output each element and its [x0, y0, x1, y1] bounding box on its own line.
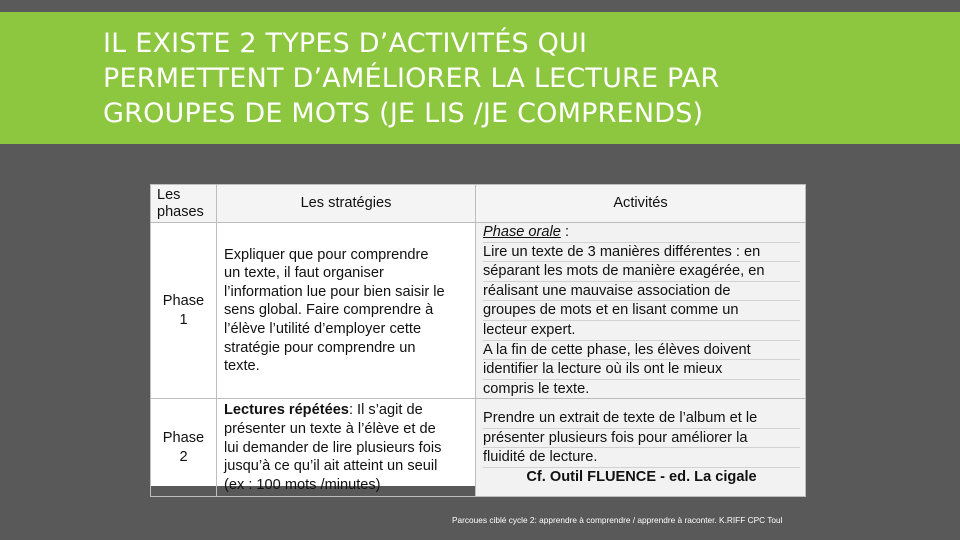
slide-title	[103, 26, 943, 131]
phase-label: Phase	[162, 293, 205, 310]
activity-line: Prendre un extrait de texte de l’album et le	[483, 409, 800, 429]
strategy-line: l’élève l’utilité d’employer cette	[224, 320, 422, 337]
phase-cell	[151, 223, 217, 399]
activity-heading: Phase orale	[483, 224, 561, 240]
strategy-line: stratégie pour comprendre un	[224, 339, 416, 356]
activity-heading-line	[483, 223, 800, 243]
strategy-cell	[217, 223, 476, 399]
activity-line: Lire un texte de 3 manières différentes : en	[483, 243, 800, 263]
table-header-row	[151, 185, 806, 223]
activity-heading-suffix: :	[560, 224, 569, 240]
activity-line: A la fin de cette phase, les élèves doivent	[483, 341, 800, 361]
activity-line: identifier la lecture où ils ont le mieux	[483, 360, 800, 380]
strategy-line: sens global. Faire comprendre à	[224, 302, 434, 319]
strategy-keyword: Lectures répétées	[224, 402, 349, 419]
phase-label: Phase	[162, 430, 205, 447]
activity-cell	[476, 399, 806, 497]
activity-reference: Cf. Outil FLUENCE - ed. La cigale	[526, 468, 757, 485]
title-line: PERMETTENT D’AMÉLIORER LA LECTURE PAR	[103, 63, 720, 94]
phase-number: 2	[179, 448, 188, 465]
phase-cell	[151, 399, 217, 497]
activity-line: fluidité de lecture.	[483, 448, 800, 468]
slide-footer: Parcoues ciblé cycle 2: apprendre à comprendre / apprendre à raconter. K.RIFF CPC Toul	[452, 515, 783, 525]
activity-line: compris le texte.	[483, 380, 590, 397]
activity-line: réalisant une mauvaise association de	[483, 282, 800, 302]
header-text: phases	[157, 203, 204, 220]
strategy-line: texte.	[224, 358, 260, 375]
activity-line: présenter plusieurs fois pour améliorer la	[483, 429, 800, 449]
phase-number: 1	[179, 311, 188, 328]
strategies-table	[150, 184, 806, 497]
activity-line: séparant les mots de manière exagérée, en	[483, 262, 800, 282]
strategy-first-rest: : Il s’agit de	[348, 402, 423, 419]
header-strategies: Les stratégies	[217, 185, 476, 223]
strategy-line: l’information lue pour bien saisir le	[224, 283, 445, 300]
table-row	[151, 223, 806, 399]
strategy-line: présenter un texte à l’élève et de	[224, 420, 436, 437]
header-phases	[151, 185, 217, 223]
title-line: GROUPES DE MOTS (JE LIS /JE COMPRENDS)	[103, 98, 704, 129]
activity-line: groupes de mots et en lisant comme un	[483, 301, 800, 321]
activity-cell	[476, 223, 806, 399]
strategy-line: jusqu’à ce qu’il ait atteint un seuil	[224, 458, 438, 475]
header-activities: Activités	[476, 185, 806, 223]
strategy-line: un texte, il faut organiser	[224, 265, 384, 282]
strategy-line: Expliquer que pour comprendre	[224, 246, 429, 263]
title-line: IL EXISTE 2 TYPES D’ACTIVITÉS QUI	[103, 28, 588, 59]
strategies-table-image	[150, 184, 805, 493]
strategy-line: lui demander de lire plusieurs fois	[224, 439, 442, 456]
strategy-cell	[217, 399, 476, 497]
strategy-line: (ex : 100 mots /minutes)	[224, 476, 381, 493]
top-strip	[0, 0, 960, 12]
strategy-first-line	[224, 401, 469, 420]
activity-line: lecteur expert.	[483, 321, 800, 341]
table-row	[151, 399, 806, 497]
header-text: Les	[157, 186, 181, 203]
